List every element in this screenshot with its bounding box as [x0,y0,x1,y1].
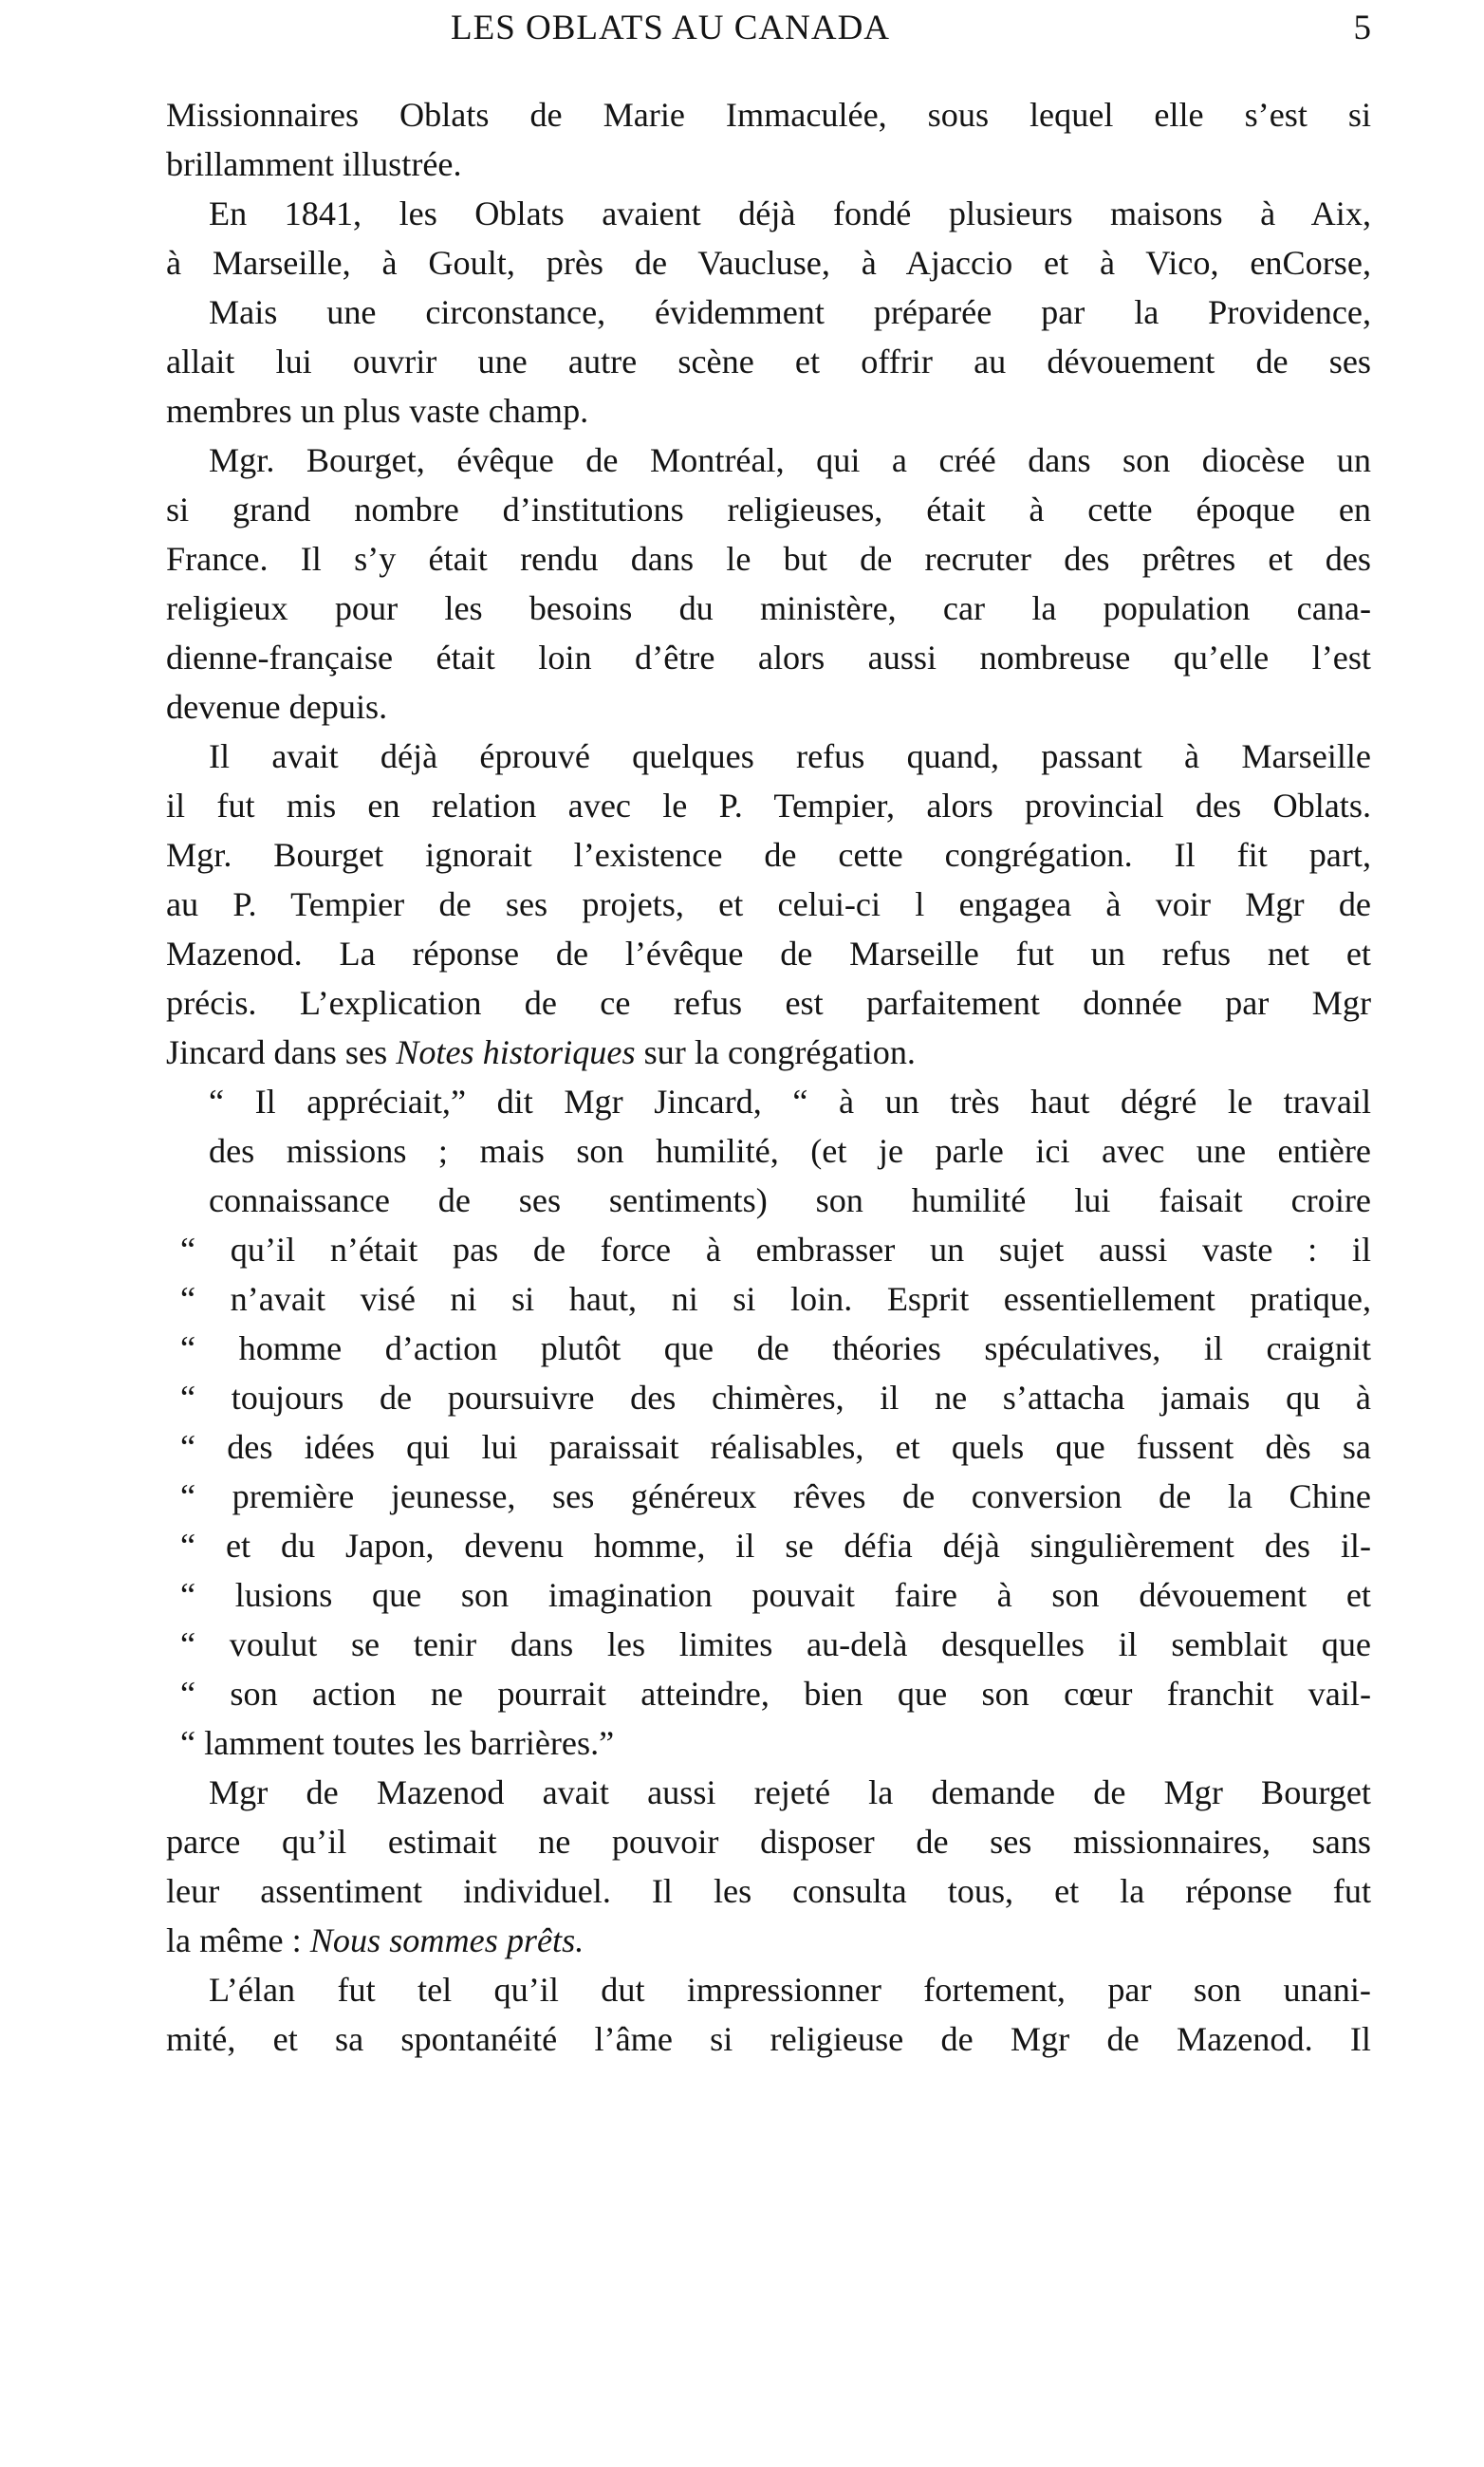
quote-line: “ homme d’action plutôt que de théories spéculatives, il craignit [180,1329,1371,1367]
quote-line: “ Il appréciait,” dit Mgr Jincard, “ à un très haut dégré le travail [209,1083,1371,1121]
text-line: brillamment illustrée. [166,145,462,183]
text-line: Mazenod. La réponse de l’évêque de Marseille fut un refus net et [166,935,1371,973]
page-number: 5 [1353,9,1371,47]
text-line: Il avait déjà éprouvé quelques refus quand, passant à Marseille [209,737,1371,775]
text-line: au P. Tempier de ses projets, et celui-ci l engagea à voir Mgr de [166,885,1371,923]
quote-line: “ son action ne pourrait atteindre, bien que son cœur franchit vail- [180,1675,1371,1713]
text-line: membres un plus vaste champ. [166,392,589,430]
line-text: Jincard dans ses [166,1033,388,1071]
text-line: à Marseille, à Goult, près de Vaucluse, à Ajaccio et à Vico, enCorse, [166,244,1371,282]
text-line: France. Il s’y était rendu dans le but de recruter des prêtres et des [166,540,1371,578]
text-line: Mais une circonstance, évidemment préparée par la Providence, [209,293,1371,331]
quote-line: connaissance de ses sentiments) son humilité lui faisait croire [209,1181,1371,1219]
italic-title: Notes historiques [396,1033,636,1071]
text-line: L’élan fut tel qu’il dut impressionner fortement, par son unani- [209,1971,1371,2009]
body-text [166,90,1371,2064]
italic-quote: Nous sommes prêts. [309,1921,584,1959]
quote-line: “ voulut se tenir dans les limites au-delà desquelles il semblait que [180,1625,1371,1663]
quote-line: “ lusions que son imagination pouvait faire à son dévouement et [180,1576,1371,1614]
text-line: Mgr. Bourget, évêque de Montréal, qui a créé dans son diocèse un [209,441,1371,479]
text-line: dienne-française était loin d’être alors aussi nombreuse qu’elle l’est [166,639,1371,677]
text-line: mité, et sa spontanéité l’âme si religieuse de Mgr de Mazenod. Il [166,2020,1371,2058]
text-line: religieux pour les besoins du ministère, car la population cana- [166,589,1371,627]
text-line: leur assentiment individuel. Il les consulta tous, et la réponse fut [166,1872,1371,1910]
text-line: si grand nombre d’institutions religieuses, était à cette époque en [166,491,1371,529]
quote-line: “ première jeunesse, ses généreux rêves de conversion de la Chine [180,1477,1371,1515]
running-title: LES OBLATS AU CANADA [451,9,891,47]
quote-line: “ qu’il n’était pas de force à embrasser un sujet aussi vaste : il [180,1231,1371,1269]
line-text: sur la congrégation. [643,1033,916,1071]
text-line: parce qu’il estimait ne pouvoir disposer de ses missionnaires, sans [166,1823,1371,1861]
line-text: la même : [166,1921,302,1959]
text-line-with-italic [166,1028,1371,1077]
quote-line: “ toujours de poursuivre des chimères, il ne s’attacha jamais qu à [180,1379,1371,1417]
text-line: Missionnaires Oblats de Marie Immaculée, sous lequel elle s’est si [166,96,1371,134]
quote-line: des missions ; mais son humilité, (et je parle ici avec une entière [209,1132,1371,1170]
page-header [166,8,1371,65]
quote-line: “ des idées qui lui paraissait réalisables, et quels que fussent dès sa [180,1428,1371,1466]
quote-line: “ lamment toutes les barrières.” [180,1724,615,1762]
text-line: En 1841, les Oblats avaient déjà fondé plusieurs maisons à Aix, [209,195,1371,232]
text-line: allait lui ouvrir une autre scène et offrir au dévouement de ses [166,343,1371,380]
text-line: Mgr. Bourget ignorait l’existence de cette congrégation. Il fit part, [166,836,1371,874]
quote-line: “ et du Japon, devenu homme, il se défia déjà singulièrement des il- [180,1527,1371,1565]
quote-line: “ n’avait visé ni si haut, ni si loin. Esprit essentiellement pratique, [180,1280,1371,1318]
text-line-with-italic [166,1916,1371,1965]
text-line: devenue depuis. [166,688,388,726]
text-line: précis. L’explication de ce refus est parfaitement donnée par Mgr [166,984,1371,1022]
text-line: il fut mis en relation avec le P. Tempier, alors provincial des Oblats. [166,787,1371,825]
book-page [166,0,1371,2467]
text-line: Mgr de Mazenod avait aussi rejeté la demande de Mgr Bourget [209,1773,1371,1811]
